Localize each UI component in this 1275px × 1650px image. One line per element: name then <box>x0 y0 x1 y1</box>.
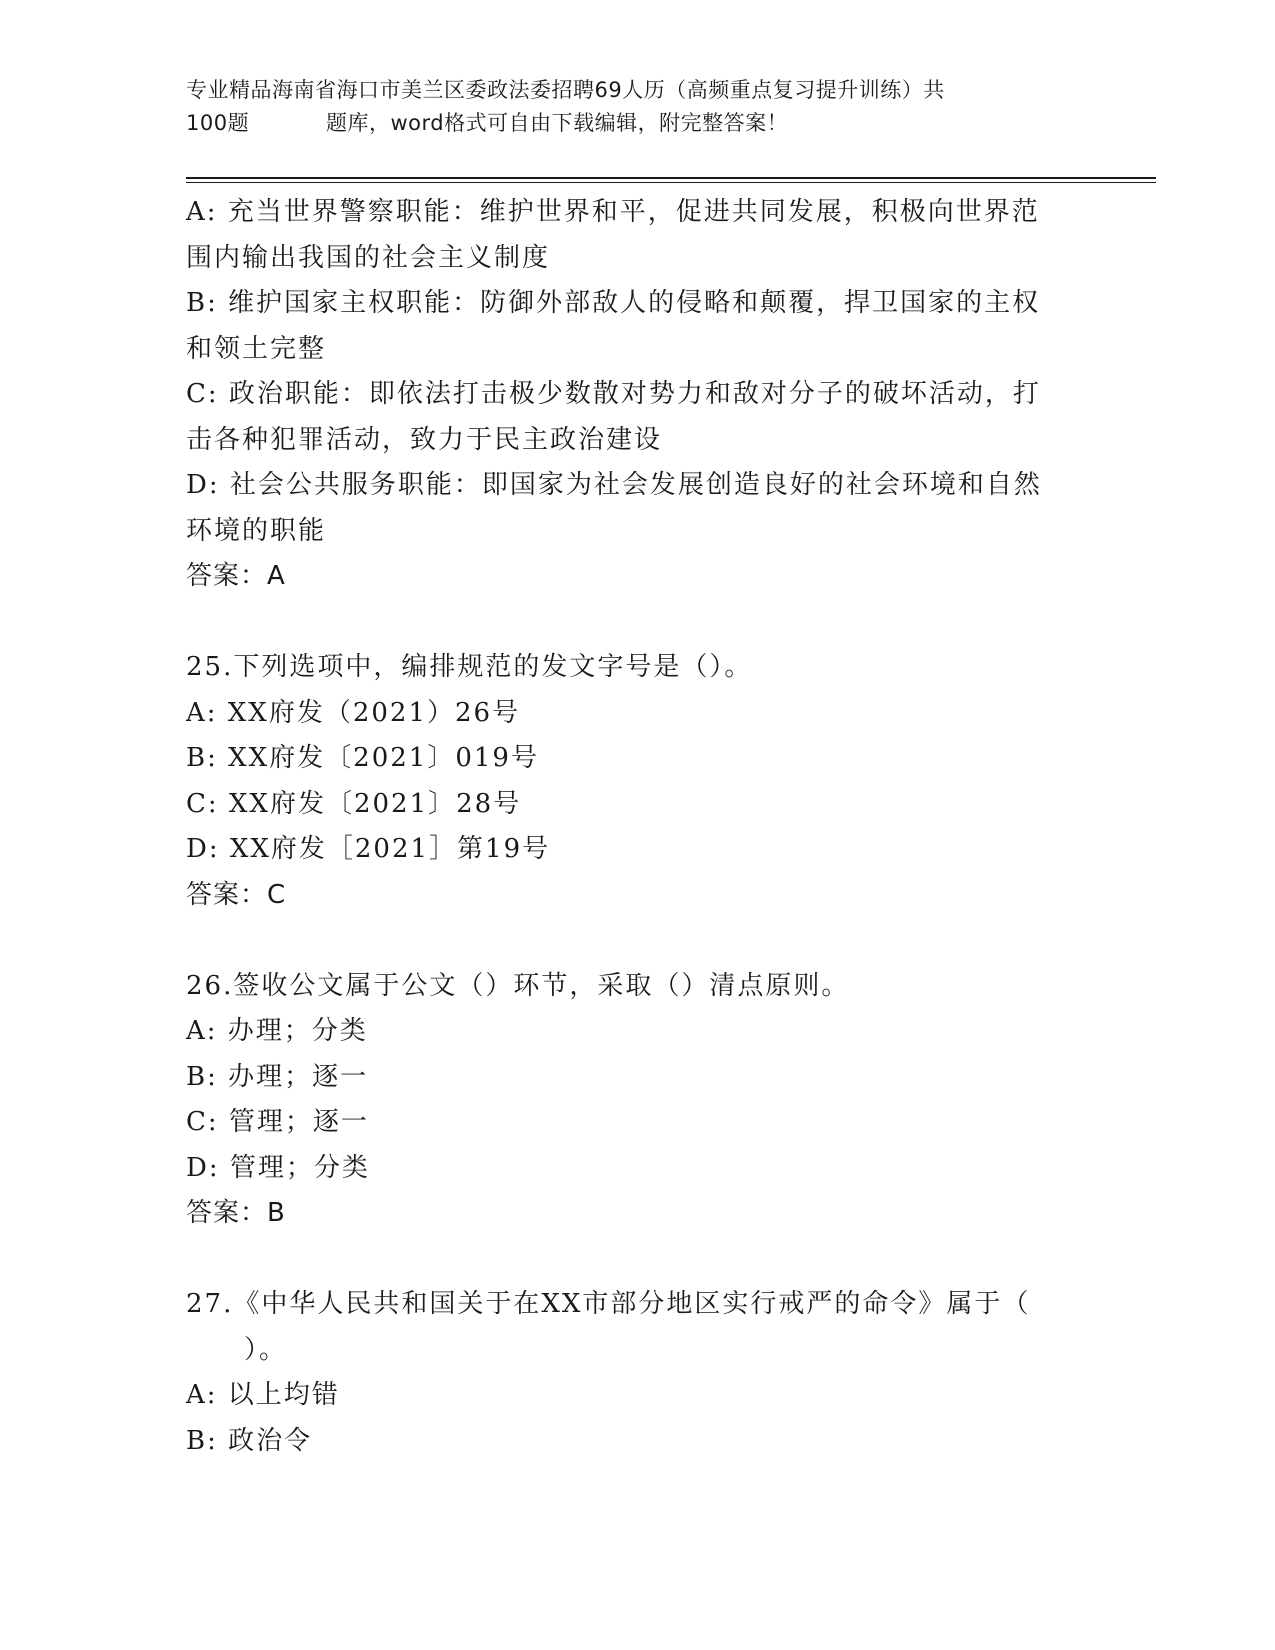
question-24-option-a-line-2: 围内输出我国的社会主义制度 <box>186 242 551 273</box>
question-24-option-a-line-1: A: 充当世界警察职能：维护世界和平，促进共同发展，积极向世界范 <box>186 197 1040 227</box>
question-content <box>186 190 1086 1464</box>
header-title-line-2 <box>186 107 1086 140</box>
question-24-option-c-line-2: 击各种犯罪活动，致力于民主政治建设 <box>186 424 663 455</box>
question-25-option-a: A: XX府发（2021）26号 <box>186 697 521 728</box>
question-24-answer: 答案：A <box>186 561 286 591</box>
question-24-option-b-line-2: 和领土完整 <box>186 333 327 364</box>
spacer <box>186 600 1086 646</box>
question-26-block <box>186 964 1086 1237</box>
header-description: 题库，word格式可自由下载编辑，附完整答案！ <box>326 111 789 135</box>
question-26-text: 26.签收公文属于公文（）环节，采取（）清点原则。 <box>186 970 850 1001</box>
question-27-option-a: A: 以上均错 <box>186 1380 340 1410</box>
header-title-line-1: 专业精品海南省海口市美兰区委政法委招聘69人历（高频重点复习提升训练）共 <box>186 78 945 102</box>
question-27-option-b: B: 政治令 <box>186 1425 313 1456</box>
page-header <box>186 74 1086 140</box>
question-27-text-line-1: 27.《中华人民共和国关于在XX市部分地区实行戒严的命令》属于（ <box>186 1289 1031 1319</box>
question-24-block <box>186 190 1086 600</box>
header-divider-thick <box>186 177 1156 179</box>
question-24-option-c-line-1: C: 政治职能：即依法打击极少数散对势力和敌对分子的破坏活动，打 <box>186 379 1041 409</box>
question-26-option-b: B: 办理；逐一 <box>186 1061 369 1092</box>
question-26-option-c: C: 管理；逐一 <box>186 1107 369 1137</box>
question-27-text-line-2: ）。 <box>244 1334 288 1365</box>
question-26-option-a: A: 办理；分类 <box>186 1016 368 1046</box>
header-divider-thin <box>186 182 1156 183</box>
question-25-block <box>186 645 1086 918</box>
question-25-option-b: B: XX府发〔2021〕019号 <box>186 743 539 773</box>
spacer <box>186 1237 1086 1283</box>
header-question-count: 100题 <box>186 111 250 135</box>
question-26-option-d: D: 管理；分类 <box>186 1152 370 1183</box>
question-26-answer: 答案：B <box>186 1198 286 1228</box>
question-24-option-d-line-1: D: 社会公共服务职能：即国家为社会发展创造良好的社会环境和自然 <box>186 470 1042 500</box>
question-25-option-d: D: XX府发［2021］第19号 <box>186 834 551 864</box>
spacer <box>186 918 1086 964</box>
question-25-option-c: C: XX府发〔2021〕28号 <box>186 788 522 819</box>
question-27-block <box>186 1282 1086 1464</box>
question-24-option-b-line-1: B: 维护国家主权职能：防御外部敌人的侵略和颠覆，捍卫国家的主权 <box>186 288 1041 318</box>
question-24-option-d-line-2: 环境的职能 <box>186 515 327 546</box>
question-25-answer: 答案：C <box>186 879 287 910</box>
question-25-text: 25.下列选项中，编排规范的发文字号是（）。 <box>186 652 753 682</box>
